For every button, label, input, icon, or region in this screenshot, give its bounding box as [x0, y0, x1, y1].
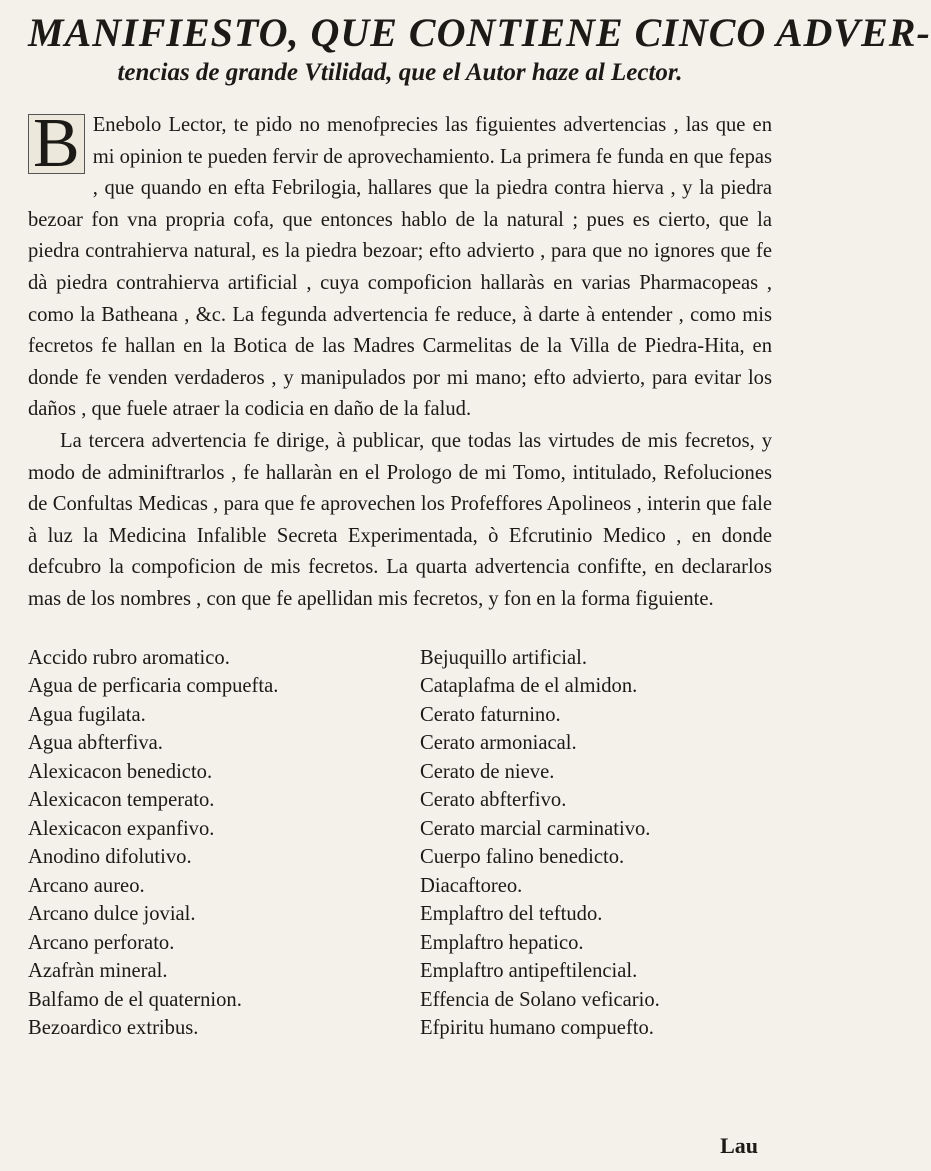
remedy-lists — [28, 644, 772, 1043]
page-subtitle: tencias de grande Vtilidad, que el Autor haze al Lector. — [117, 59, 683, 86]
list-item: Emplaftro antipeftilencial. — [420, 960, 638, 982]
list-item: Bejuquillo artificial. — [420, 646, 587, 669]
list-item: Agua abfterfiva. — [28, 732, 163, 754]
list-item: Anodino difolutivo. — [28, 846, 192, 868]
list-item: Alexicacon benedicto. — [28, 760, 213, 783]
list-item: Efpiritu humano compuefto. — [420, 1017, 654, 1039]
list-item: Cuerpo falino benedicto. — [420, 846, 625, 868]
list-item: Cerato faturnino. — [420, 703, 561, 726]
list-item: Cerato marcial carminativo. — [420, 817, 651, 840]
drop-cap: B — [28, 114, 85, 174]
paragraph-1 — [28, 105, 773, 426]
paragraph-1-text: Enebolo Lector, te pido no menofprecies las figuientes advertencias , las que en mi opinion te pueden fervir de aprovechamiento. La primera fe funda en que fepas , que quando en efta Febrilogia, hallares que la piedra contra hierva , y la piedra bezoar fon vna propria cofa, que entonces hablo de la natural ; pues es cierto, que la piedra contrahierva natural, es la piedra bezoar; efto advierto , para que no ignores que fe dà piedra contrahierva artificial , cuya compoficion hallaràs en varias Pharmacopeas , como la Batheana , &c. La fegunda advertencia fe reduce, à darte à entender , como mis fecretos fe hallan en la Botica de las Madres Carmelitas de la Villa de Piedra-Hita, en donde fe venden verdaderos , y manipulados por mi mano; efto advierto, para evitar los daños , que fuele atraer la codicia en daño de la falud. — [28, 114, 773, 421]
list-item: Arcano perforato. — [28, 931, 175, 954]
list-item: Emplaftro del teftudo. — [420, 903, 603, 925]
body-text — [28, 105, 773, 616]
list-item: Accido rubro aromatico. — [28, 646, 230, 669]
list-item: Alexicacon temperato. — [28, 789, 215, 811]
list-item: Agua fugilata. — [28, 703, 146, 726]
list-item: Cerato armoniacal. — [420, 732, 577, 754]
list-item: Arcano aureo. — [28, 874, 145, 897]
list-item: Alexicacon expanfivo. — [28, 817, 215, 840]
list-item: Emplaftro hepatico. — [420, 931, 584, 954]
paragraph-2: La tercera advertencia fe dirige, à publicar, que todas las virtudes de mis fecretos, y modo de adminiftrarlos , fe hallaràn en el Prologo de mi Tomo, intitulado, Refoluciones de Confultas Medicas , para que fe aprovechen los Profeffores Apolineos , interin que fale à luz la Medicina Infalible Secreta Experimentada, ò Efcrutinio Medico , en donde defcubro la compoficion de mis fecretos. La quarta advertencia confifte, en declararlos mas de los nombres , con que fe apellidan mis fecretos, y fon en la forma figuiente. — [28, 429, 772, 610]
remedy-list-left — [28, 644, 380, 1043]
list-item: Azafràn mineral. — [28, 960, 168, 982]
list-item: Bezoardico extribus. — [28, 1017, 199, 1039]
list-item: Effencia de Solano veficario. — [420, 988, 660, 1011]
list-item: Balfamo de el quaternion. — [28, 988, 242, 1011]
list-item: Cataplafma de el almidon. — [420, 675, 638, 697]
page-title: MANIFIESTO, QUE CONTIENE CINCO ADVER- — [28, 10, 931, 55]
list-item: Arcano dulce jovial. — [28, 903, 196, 925]
list-item: Cerato abfterfivo. — [420, 789, 567, 811]
remedy-list-right — [420, 644, 772, 1043]
list-item: Cerato de nieve. — [420, 760, 555, 783]
list-item: Agua de perficaria compuefta. — [28, 675, 279, 697]
catchword: Lau — [720, 1133, 758, 1158]
list-item: Diacaftoreo. — [420, 874, 523, 897]
